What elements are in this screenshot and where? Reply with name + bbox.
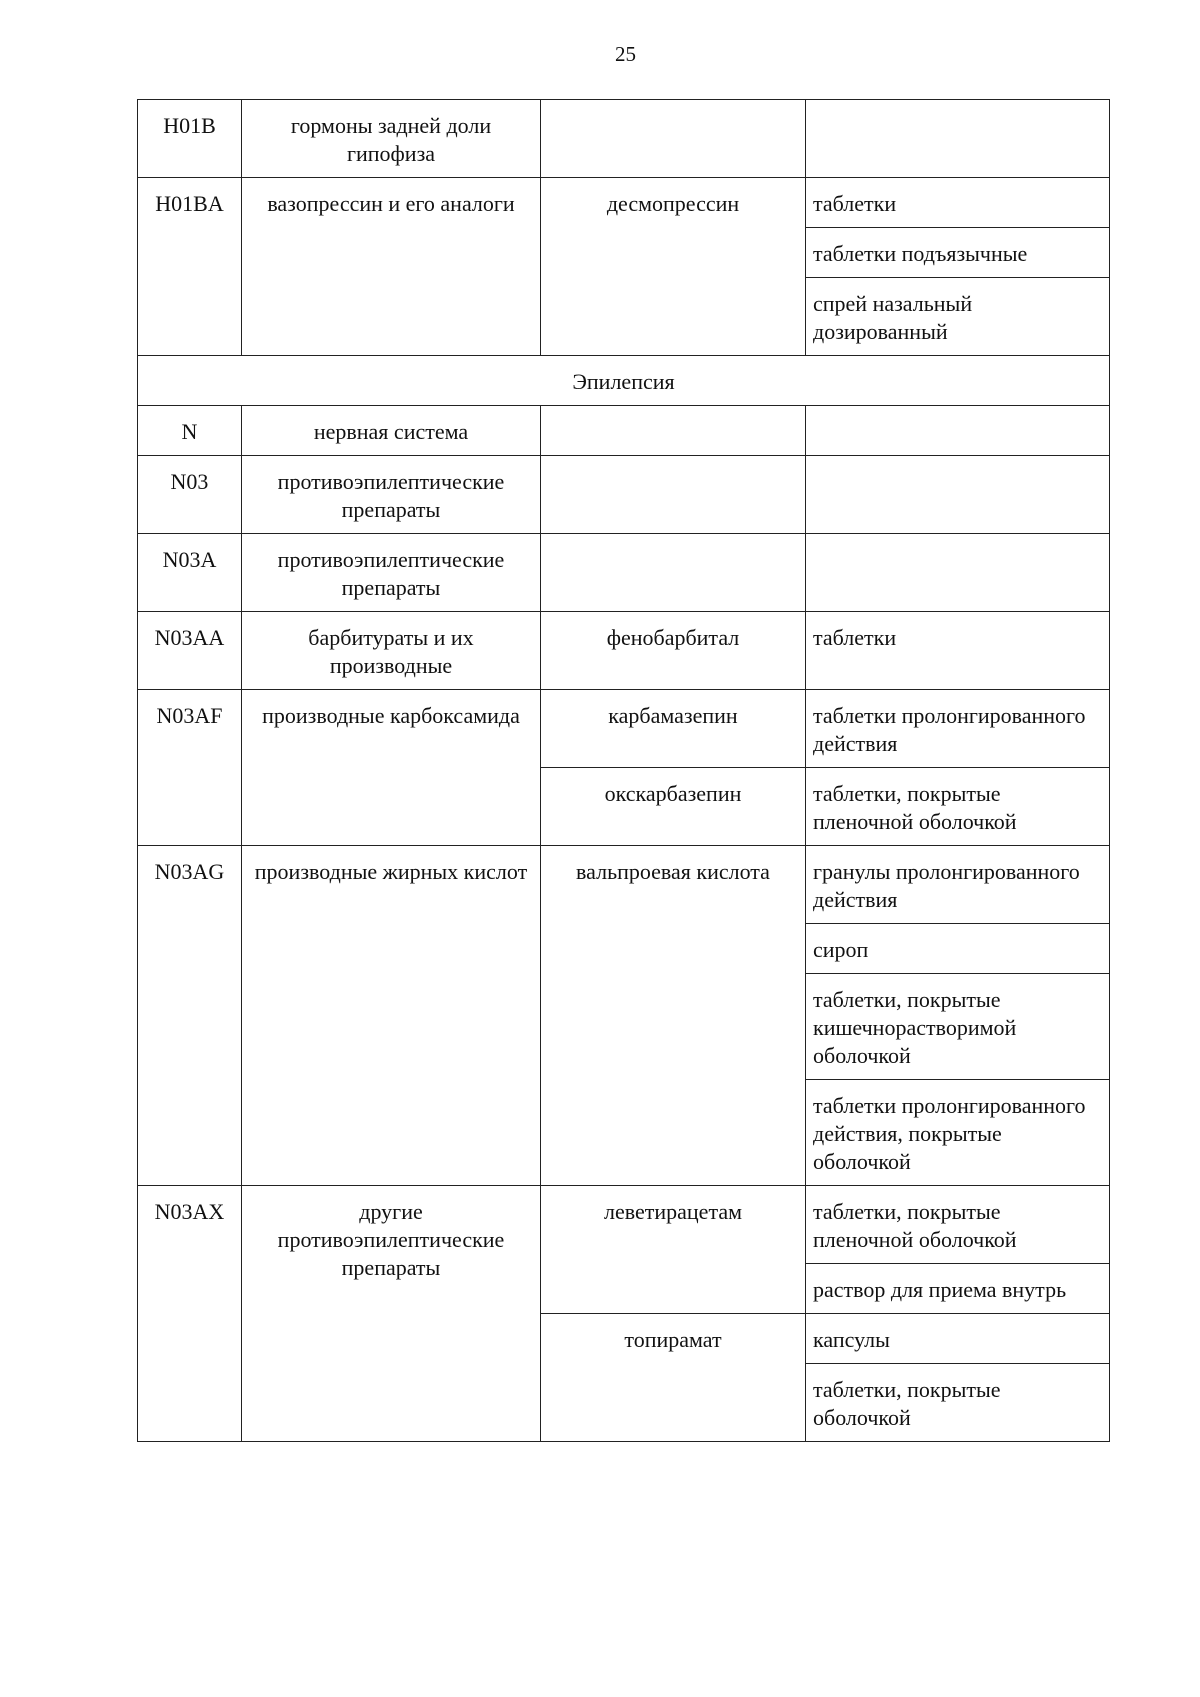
dosage-form: таблетки, покрытые кишечнорастворимой оболочкой [806,974,1110,1080]
table-row [138,456,1110,534]
dosage-form: сироп [806,924,1110,974]
drug-name: десмопрессин [541,178,806,356]
dosage-form: таблетки подъязычные [806,228,1110,278]
drug-name: леветирацетам [541,1186,806,1314]
atc-code: N03AX [138,1186,242,1442]
drug-name: топирамат [541,1314,806,1442]
atc-code: N03AG [138,846,242,1186]
dosage-form [806,456,1110,534]
atc-group: вазопрессин и его аналоги [242,178,541,356]
dosage-form: таблетки пролонгированного действия, покрытые оболочкой [806,1080,1110,1186]
atc-code: N [138,406,242,456]
dosage-form: капсулы [806,1314,1110,1364]
dosage-form [806,100,1110,178]
atc-group: противоэпилептические препараты [242,534,541,612]
page-number: 25 [615,42,636,66]
atc-group: гормоны задней доли гипофиза [242,100,541,178]
atc-group: другие противоэпилептические препараты [242,1186,541,1442]
dosage-form: таблетки [806,178,1110,228]
table-row [138,406,1110,456]
table-row [138,534,1110,612]
table-row [138,690,1110,768]
dosage-form [806,534,1110,612]
dosage-form: спрей назальный дозированный [806,278,1110,356]
drug-name: окскарбазепин [541,768,806,846]
dosage-form: таблетки [806,612,1110,690]
drug-name [541,456,806,534]
atc-group: барбитураты и их производные [242,612,541,690]
dosage-form: гранулы пролонгированного действия [806,846,1110,924]
table-row [138,178,1110,228]
medication-table [137,99,1110,1442]
drug-name: карбамазепин [541,690,806,768]
atc-code: H01B [138,100,242,178]
section-row [138,356,1110,406]
dosage-form: таблетки, покрытые оболочкой [806,1364,1110,1442]
section-title: Эпилепсия [138,356,1110,406]
table-row [138,100,1110,178]
atc-group: противоэпилептические препараты [242,456,541,534]
atc-code: N03AA [138,612,242,690]
atc-group: нервная система [242,406,541,456]
atc-group: производные карбоксамида [242,690,541,846]
dosage-form: таблетки, покрытые пленочной оболочкой [806,768,1110,846]
dosage-form: раствор для приема внутрь [806,1264,1110,1314]
atc-code: N03A [138,534,242,612]
table-row [138,612,1110,690]
atc-group: производные жирных кислот [242,846,541,1186]
dosage-form: таблетки пролонгированного действия [806,690,1110,768]
table-row [138,1186,1110,1264]
drug-name [541,406,806,456]
drug-name: вальпроевая кислота [541,846,806,1186]
table-row [138,846,1110,924]
dosage-form [806,406,1110,456]
dosage-form: таблетки, покрытые пленочной оболочкой [806,1186,1110,1264]
drug-name: фенобарбитал [541,612,806,690]
atc-code: H01BA [138,178,242,356]
drug-name [541,534,806,612]
drug-name [541,100,806,178]
atc-code: N03 [138,456,242,534]
atc-code: N03AF [138,690,242,846]
